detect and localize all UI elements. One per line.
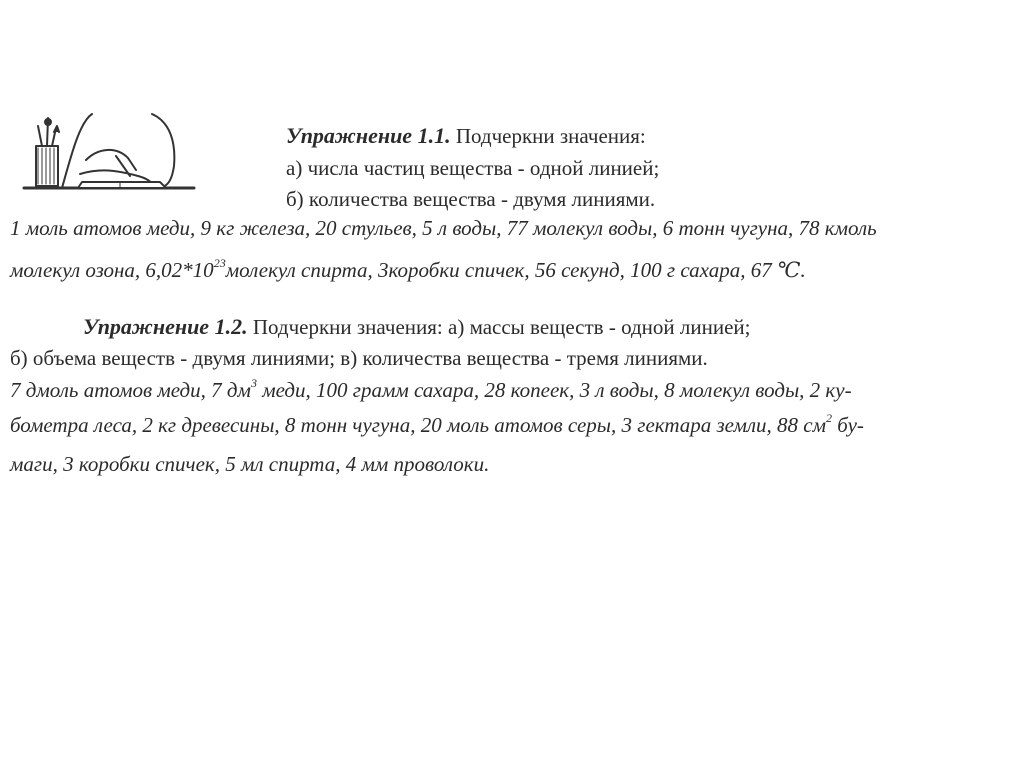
exercise1-items-line2-start: молекул озона, 6,02*10 — [10, 258, 214, 282]
exercise2-line-b: б) объема веществ - двумя линиями; в) количества вещества - тремя линиями. — [10, 346, 708, 370]
exponent: 23 — [213, 256, 226, 270]
exercise2-items-line1-end: меди, 100 грамм сахара, 28 копеек, 3 л воды, 8 молекул воды, 2 ку- — [256, 378, 852, 402]
exercise1-items-line2 — [10, 258, 806, 282]
exercise1-header — [286, 124, 646, 148]
exercise2-items-line3: маги, 3 коробки спичек, 5 мл спирта, 4 мм проволоки. — [10, 452, 490, 476]
exercise1-items-line1: 1 моль атомов меди, 9 кг железа, 20 стульев, 5 л воды, 77 молекул воды, 6 тонн чугуна, 78 кмоль — [10, 216, 877, 240]
exponent: 3 — [250, 376, 257, 390]
exercise2-items-line2 — [10, 413, 864, 437]
exercise2-items-line1-start: 7 дмоль атомов меди, 7 дм — [10, 378, 251, 402]
exercise1-items-line2-end: молекул спирта, 3коробки спичек, 56 секунд, 100 г сахара, 67 ℃. — [225, 258, 806, 282]
exercise1-instruction: Подчеркни значения: — [455, 124, 646, 148]
exercise1-line-a: а) числа частиц вещества - одной линией; — [286, 156, 660, 180]
exercise2-items-line1 — [10, 378, 852, 402]
exercise2-title: Упражнение 1.2. — [83, 314, 248, 339]
exercise2-items-line2-end: бу- — [832, 413, 864, 437]
exercise1-line-b: б) количества вещества - двумя линиями. — [286, 187, 656, 211]
student-writing-icon — [20, 112, 198, 194]
exercise2-instruction: Подчеркни значения: а) массы веществ - одной линией; — [252, 315, 751, 339]
exercise2-header — [83, 315, 750, 339]
exercise2-items-line2-start: бометра леса, 2 кг древесины, 8 тонн чугуна, 20 моль атомов серы, 3 гектара земли, 88 см — [10, 413, 827, 437]
exponent: 2 — [826, 411, 833, 425]
exercise1-title: Упражнение 1.1. — [286, 123, 451, 148]
